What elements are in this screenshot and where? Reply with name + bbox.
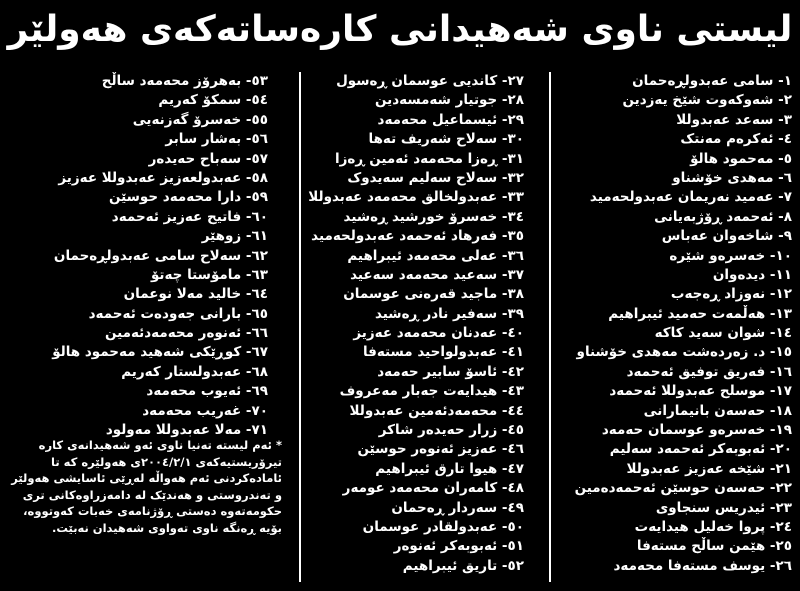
name-list-item: ١٤- شوان سەید کاکە	[654, 325, 792, 342]
name-list-item: ٦٨- عەبدولستار کەریم	[121, 363, 268, 380]
name-list-item: ٢٤- پروا خەلیل هیدایەت	[634, 518, 792, 535]
name-list-item: ٥٨- عەبدولعەزیز عەبدوللا عەزیز	[58, 169, 268, 186]
name-list-item: ٣٣- عەبدولخالق محەمەد عەبدوللا	[308, 189, 524, 206]
name-list-item: ١٥- د. زەردەشت مەهدی خۆشناو	[576, 344, 792, 361]
name-list-item: ٥٦- بەشار سابر	[165, 131, 268, 148]
name-list-item: ٥٩- دارا محەمەد حوسێن	[108, 189, 268, 206]
name-list-item: ٢٦- یوسف مستەفا محەمەد	[613, 557, 792, 574]
name-list-item: ٥١- ئەبوبەکر ئەنوەر	[393, 538, 524, 555]
name-list-item: ٣٤- خەسرۆ خورشید ڕەشید	[343, 208, 524, 225]
footnote: * ئەم لیستە تەنیا ناوی ئەو شەهیدانەی کارە تیرۆریستیەکەی ٢٠٠٤/٢/١ی هەولێرە کە تا ئاماده‌کردنی ئەم هەواڵە لەڕێی ئاسایشی هەولێر و تەندروستی و هەندێک لە دامەزراوەکانی تری حکومەتەوە دەستی ڕۆژنامەی خەبات کەوتووە، بۆیە ڕەنگە ناوی تەواوی شەهیدان نەبێت.	[11, 438, 282, 535]
name-list-item: ٢٢- حەسەن حوسێن ئەحمەدەمین	[574, 480, 792, 497]
name-list-item: ٥٧- سەباح حەیدەر	[148, 150, 268, 167]
name-list-item: ٤٠- عەدنان محەمەد عەزیز	[353, 325, 524, 342]
names-column-2	[284, 72, 524, 576]
name-list-item: ١٣- هەڵمەت حەمید ئیبراهیم	[608, 305, 792, 322]
name-list-item: ١٢- نەوزاد ڕەجەب	[670, 286, 792, 303]
name-list-item: ٤٣- هیدایەت جەبار مەعروف	[339, 383, 524, 400]
name-list-item: ٤٨- کامەران محەمەد عومەر	[342, 480, 524, 497]
name-list-item: ٣٧- سەعید محەمەد سەعید	[350, 266, 524, 283]
name-list-item: ٤٩- سەردار ڕەحمان	[391, 499, 524, 516]
name-list-item: ٦٤- خالید مەلا نوعمان	[123, 286, 268, 303]
name-list-item: ٦٠- فاتیح عەزیز ئەحمەد	[111, 208, 268, 225]
name-list-item: ٨- ئەحمەد ڕۆژبەیانی	[654, 208, 792, 225]
name-list-item: ٦٧- کوڕێکی شەهید مەحمود هالۆ	[52, 344, 268, 361]
name-list-item: ٥- مەحمود هالۆ	[690, 150, 792, 167]
name-list-item: ٣١- ڕەزا محەمەد ئەمین ڕەزا	[334, 150, 524, 167]
name-list-item: ٢٠- ئەبوبەکر ئەحمەد سەلیم	[609, 441, 792, 458]
name-list-item: ٣٠- سەلاح شەریف تەها	[368, 131, 524, 148]
name-list-item: ٣٦- عەلی محەمەد ئیبراهیم	[347, 247, 524, 264]
name-list-item: ٧٠- غەریب محەمەد	[142, 402, 268, 419]
name-list-item: ١٦- فەریق توفیق ئەحمەد	[626, 363, 792, 380]
name-list-item: ٦٦- ئەنوەر محەمەدئەمین	[104, 325, 268, 342]
name-list-item: ٣٢- سەلاح سەلیم سەیدوک	[347, 169, 524, 186]
name-list-item: ٢٣- ئیدریس سنجاوی	[655, 499, 792, 516]
name-list-item: ١- سامی عەبدولڕەحمان	[632, 73, 792, 89]
name-list-item: ٦٥- بارانی جەودەت ئەحمەد	[88, 305, 268, 322]
name-list-item: ٧١- مەلا عەبدوللا مەولود	[105, 422, 268, 439]
name-list-item: ٢٩- ئیسماعیل محەمەد	[377, 111, 524, 128]
name-list-item: ٤٦- عەزیز ئەنوەر حوسێن	[357, 441, 524, 458]
name-list-item: ٥٢- تاریق ئیبراهیم	[402, 557, 524, 574]
name-list-item: ٣٨- ماجید قەرەنی عوسمان	[343, 286, 524, 303]
name-list-item: ٢١- شێخە عەزیز عەبدوللا	[626, 460, 792, 477]
name-list-item: ٢٧- کاندیی عوسمان ڕەسول	[336, 73, 524, 89]
name-list-item: ٤٥- زرار حەیدەر شاکر	[378, 422, 524, 439]
name-list-item: ١٠- خەسرەو شێرە	[669, 247, 792, 264]
name-list-item: ٤٧- هیوا تارق ئیبراهیم	[375, 460, 524, 477]
name-list-item: ٦- مەهدی خۆشناو	[672, 169, 792, 186]
names-column-1	[554, 72, 792, 576]
name-list-item: ٤٢- ئاسۆ سابیر حەمەد	[377, 363, 524, 380]
name-list-item: ٦٢- سەلاح سامی عەبدولڕەحمان	[53, 247, 268, 264]
name-list-item: ٥٣- بەهرۆز محەمەد ساڵح	[101, 73, 268, 89]
name-list-item: ٧- عەمید نەریمان عەبدولحەمید	[589, 189, 792, 206]
page-title: لیستی ناوی شەهیدانی کارەساتەکەی هەولێر	[7, 9, 793, 50]
name-list-item: ٦١- زوهێر	[201, 228, 268, 245]
name-list-item: ٢٨- جوتیار شەمسەدین	[375, 92, 524, 109]
name-list-item: ٤٤- محەمەدئەمین عەبدوللا	[349, 402, 524, 419]
column-divider	[299, 72, 301, 582]
name-list-item: ١٨- حەسەن بانیمارانی	[643, 402, 792, 419]
name-list-item: ٥٤- سمکۆ کەریم	[158, 92, 268, 109]
name-list-item: ٢- شەوکەوت شێخ یەزدین	[622, 92, 792, 109]
name-list-item: ٦٣- مامۆستا چەتۆ	[150, 266, 268, 283]
name-list-item: ٥٥- خەسرۆ گەزنەیی	[132, 111, 268, 128]
name-list-item: ١٩- خەسرەو عوسمان حەمەد	[601, 422, 792, 439]
name-list-item: ٤- ئەکرەم مەنتک	[680, 131, 792, 148]
names-column-3	[18, 72, 268, 440]
name-list-item: ١٧- موسلح عەبدوللا ئەحمەد	[609, 383, 792, 400]
name-list-item: ٩- شاخەوان عەباس	[661, 228, 792, 245]
name-list-item: ١١- دیدەوان	[712, 266, 792, 283]
name-list-item: ٣- سەعد عەبدوللا	[676, 111, 792, 128]
name-list-item: ٥٠- عەبدولقادر عوسمان	[362, 518, 524, 535]
column-divider	[549, 72, 551, 582]
name-list-item: ٣٥- فەرهاد ئەحمەد عەبدولحەمید	[311, 228, 524, 245]
name-list-item: ٢٥- هێمن ساڵح مستەفا	[636, 538, 792, 555]
name-list-item: ٦٩- ئەیوب محەمەد	[146, 383, 268, 400]
name-list-item: ٤١- عەبدولواحید مستەفا	[362, 344, 524, 361]
name-list-item: ٣٩- سەفیر نادر ڕەشید	[375, 305, 524, 322]
